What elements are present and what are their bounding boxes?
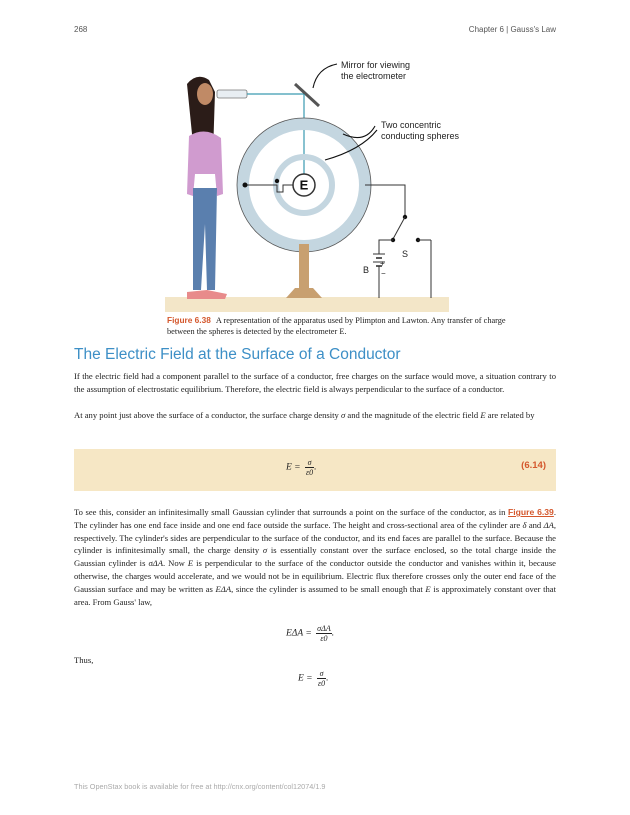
figure-6-39-link[interactable]: Figure 6.39 (508, 507, 554, 517)
fraction-denominator: ε0 (320, 634, 328, 643)
para3-text-b: . The cylinder has one end face inside and one end face outside the surface. The height and cross-sectional area of the cylinder are (74, 507, 556, 530)
switch-arm (393, 217, 405, 239)
equation-6-14 (286, 458, 317, 477)
field-symbol: E (480, 410, 486, 420)
equation-lhs: EΔA = (286, 628, 312, 639)
para2-text-c: are related by (487, 410, 535, 420)
fraction-numerator: σΔA (317, 624, 331, 633)
spheres-label-line1: Two concentric (381, 120, 442, 130)
fraction-numerator: σ (305, 458, 314, 468)
figure-caption-text: A representation of the apparatus used by Plimpton and Lawton. Any transfer of charge between the spheres is detected by the electrometer E. (167, 316, 506, 336)
para3-text-h: is approximately constant over that area. From Gauss' law, (74, 583, 556, 607)
para3-text-a: To see this, consider an infinitesimally small Gaussian cylinder that surrounds a point on the surface of the conductor, as in (74, 507, 506, 517)
fraction-denominator: ε0 (305, 468, 314, 477)
sigma-symbol: σ (341, 410, 346, 420)
figure-caption (167, 315, 507, 337)
para2-text-a: At any point just above the surface of a conductor, the surface charge density (74, 410, 339, 420)
fraction-numerator: σ (317, 669, 326, 679)
para3-text-d: is essentially constant over the surface enclosed, so the total charge inside the Gaussian cylinder is (74, 545, 556, 569)
equation-lhs: E = (298, 673, 313, 684)
field-symbol: E (425, 583, 431, 594)
para2-text-b: and the magnitude of the electric field (347, 410, 479, 420)
electrometer-label: E (299, 177, 309, 193)
battery-plus: + (380, 259, 385, 268)
floor (165, 297, 449, 312)
equation-lhs: E = (286, 462, 301, 473)
sigma-symbol: σ (262, 545, 268, 556)
viewing-telescope (217, 90, 247, 98)
paragraph-perpendicular-field: If the electric field had a component parallel to the surface of a conductor, free charges on the surface would move, a situation contrary to the assumption of electrostatic equilibrium. Therefore, the electric field is always perpendicular to the surface of a conductor. (74, 371, 556, 394)
delta-a-symbol: ΔA (543, 519, 554, 530)
fraction-denominator: ε0 (317, 679, 326, 688)
inner-contact (275, 179, 279, 183)
delta-symbol: δ (522, 519, 527, 530)
paragraph-surface-charge-relation (74, 409, 556, 422)
equation-period: . (331, 628, 335, 639)
equation-gauss-law (286, 624, 334, 643)
switch-wire-left (379, 240, 393, 254)
mirror-callout (313, 64, 337, 88)
equation-result (298, 669, 329, 688)
para3-text-g: , since the cylinder is assumed to be small enough that (231, 583, 423, 594)
para3-and: and (528, 519, 542, 530)
para3-text-c: , respectively. The cylinder's sides are perpendicular to the surface of the conductor, and its end faces are parallel to the surface. Because the cylinder is infinitesimally small, the charge density (74, 519, 557, 556)
mirror-label-line1: Mirror for viewing (341, 60, 411, 70)
battery-label: B (363, 265, 370, 275)
stand-base (286, 288, 322, 298)
mirror (295, 84, 319, 106)
equation-fraction (317, 669, 329, 688)
para3-text-e: . Now (162, 558, 185, 569)
page-number: 268 (74, 25, 88, 34)
outer-contact (243, 183, 248, 188)
switch-label: S (402, 249, 409, 259)
equation-fraction (305, 458, 317, 477)
inner-lead (245, 185, 293, 192)
sigma-delta-a-symbol: σΔA (148, 558, 163, 569)
observer-person (187, 77, 227, 299)
plimpton-lawton-apparatus-figure (165, 54, 465, 312)
mirror-label-line2: the electrometer (341, 71, 407, 81)
paragraph-thus: Thus, (74, 655, 94, 665)
battery-minus: − (381, 269, 386, 278)
equation-period: . (326, 673, 329, 684)
equation-fraction (316, 624, 335, 643)
spheres-label-line2: conducting spheres (381, 131, 460, 141)
flux-symbol: EΔA (215, 583, 232, 594)
stand-post (299, 244, 309, 288)
equation-period: . (314, 462, 317, 473)
field-symbol: E (187, 558, 194, 569)
figure-caption-label: Figure 6.38 (167, 315, 211, 325)
equation-number: (6.14) (521, 460, 546, 471)
paragraph-gaussian-cylinder (74, 506, 556, 608)
para3-text-f: is perpendicular to the surface of the conductor outside the conductor and vanishes within it, because otherwise, the charges would accelerate, and we would not be in equilibrium. Electric flux therefore crosses only the outer end face of the Gaussian surface and may be written as (74, 558, 557, 594)
page-footer: This OpenStax book is available for free at http://cnx.org/content/col12074/1.9 (74, 782, 326, 791)
running-head: Chapter 6 | Gauss's Law (468, 25, 556, 34)
section-title: The Electric Field at the Surface of a Conductor (74, 346, 401, 363)
spheres-callout (343, 126, 375, 138)
